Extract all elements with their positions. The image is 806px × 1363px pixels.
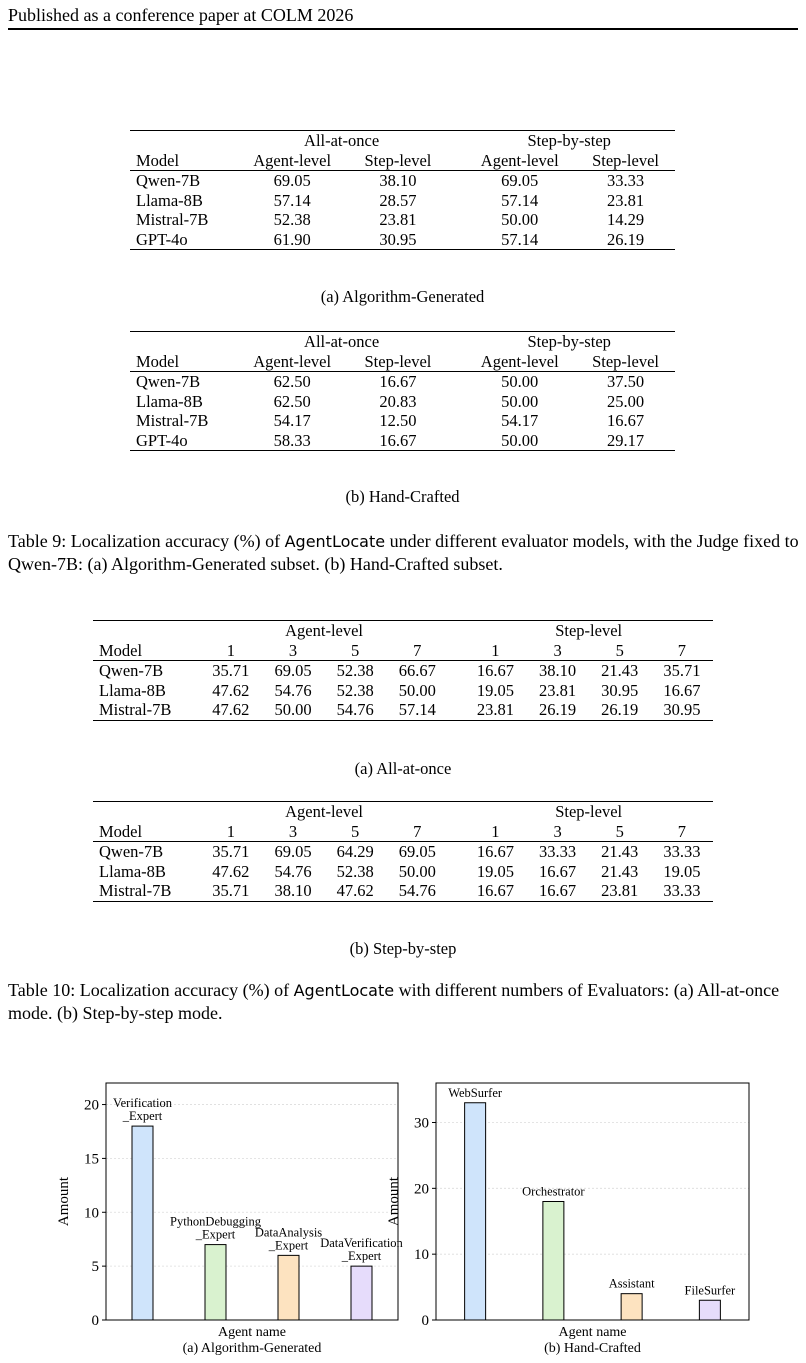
value-cell: 26.19 bbox=[576, 230, 675, 250]
value-cell: 20.83 bbox=[379, 391, 417, 411]
bar-label: FileSurfer bbox=[684, 1283, 736, 1298]
subtable-caption: (a) Algorithm-Generated bbox=[320, 287, 485, 306]
value-cell: 35.71 bbox=[651, 661, 713, 681]
y-tick-label: 10 bbox=[84, 1205, 99, 1222]
bar-label: Orchestrator bbox=[522, 1184, 585, 1199]
column-header: 5 bbox=[324, 641, 386, 661]
column-header: Agent-level bbox=[236, 151, 349, 171]
bar bbox=[351, 1266, 372, 1320]
value-cell: 16.67 bbox=[464, 661, 526, 681]
table-row bbox=[93, 681, 713, 701]
value-cell: 19.05 bbox=[476, 861, 514, 881]
value-cell: 57.14 bbox=[501, 190, 539, 210]
value-cell: 21.43 bbox=[589, 842, 651, 862]
column-header: 1 bbox=[464, 822, 526, 842]
value-cell: 35.71 bbox=[200, 661, 262, 681]
value-cell: 50.00 bbox=[398, 680, 436, 700]
model-name-cell: Llama-8B bbox=[136, 190, 203, 210]
value-cell: 54.17 bbox=[273, 411, 311, 430]
model-name-cell: Qwen-7B bbox=[93, 842, 200, 862]
bar bbox=[465, 1103, 486, 1320]
model-name-cell: Qwen-7B bbox=[93, 661, 200, 681]
value-cell: 23.81 bbox=[606, 190, 645, 210]
bar-label: Assistant bbox=[608, 1276, 655, 1291]
model-name-cell: Mistral-7B bbox=[136, 411, 209, 430]
subtable-caption: (a) All-at-once bbox=[354, 759, 452, 778]
y-axis-label: Amount bbox=[386, 1176, 402, 1227]
table10-caption: Table 10: Localization accuracy (%) of AgentLocate with different numbers of Evaluators: (a) All-at-once mode. (b) Step-by-step mode. bbox=[8, 980, 780, 1023]
value-cell: 69.05 bbox=[236, 171, 349, 191]
value-cell: 16.67 bbox=[606, 411, 645, 430]
value-cell: 50.00 bbox=[501, 210, 539, 229]
value-cell: 16.67 bbox=[464, 842, 526, 862]
value-cell: 23.81 bbox=[589, 881, 651, 901]
bar-chart-algorithm-generated bbox=[40, 1075, 410, 1360]
y-tick-label: 20 bbox=[414, 1181, 429, 1198]
value-cell: 38.10 bbox=[527, 661, 589, 681]
table-row bbox=[130, 431, 675, 451]
value-cell: 38.10 bbox=[348, 171, 447, 191]
y-tick-label: 0 bbox=[91, 1313, 99, 1329]
value-cell: 52.38 bbox=[273, 210, 311, 229]
bar bbox=[205, 1245, 226, 1320]
bar-chart-hand-crafted bbox=[386, 1075, 760, 1360]
value-cell: 30.95 bbox=[651, 700, 713, 720]
column-header: Agent-level bbox=[463, 151, 576, 171]
value-cell: 52.38 bbox=[336, 861, 374, 881]
column-header: 3 bbox=[262, 822, 324, 842]
column-header: 5 bbox=[324, 822, 386, 842]
group-header: All-at-once bbox=[304, 332, 380, 351]
value-cell: 35.71 bbox=[200, 881, 262, 901]
value-cell: 50.00 bbox=[463, 431, 576, 451]
value-cell: 54.76 bbox=[274, 861, 312, 881]
group-header: Step-level bbox=[555, 621, 623, 640]
value-cell: 52.38 bbox=[324, 661, 386, 681]
value-cell: 19.05 bbox=[663, 861, 701, 881]
bar-label: DataAnalysis _Expert bbox=[254, 1225, 323, 1253]
value-cell: 66.67 bbox=[386, 661, 448, 681]
value-cell: 52.38 bbox=[336, 680, 374, 700]
value-cell: 12.50 bbox=[379, 411, 417, 430]
column-header: Model bbox=[136, 150, 180, 170]
table-row bbox=[93, 842, 713, 862]
table-row bbox=[130, 372, 675, 392]
table-row bbox=[93, 881, 713, 901]
value-cell: 69.05 bbox=[463, 171, 576, 191]
value-cell: 64.29 bbox=[324, 842, 386, 862]
group-header: All-at-once bbox=[304, 131, 380, 150]
column-header: Agent-level bbox=[236, 352, 349, 372]
value-cell: 16.67 bbox=[663, 680, 701, 700]
value-cell: 37.50 bbox=[576, 372, 675, 392]
bar-label: DataVerification _Expert bbox=[320, 1236, 403, 1264]
value-cell: 38.10 bbox=[262, 881, 324, 901]
column-header: 7 bbox=[386, 822, 448, 842]
value-cell: 16.67 bbox=[527, 881, 589, 901]
value-cell: 62.50 bbox=[236, 372, 349, 392]
model-name-cell: GPT-4o bbox=[130, 230, 236, 250]
group-header: Agent-level bbox=[285, 621, 364, 640]
value-cell: 30.95 bbox=[601, 680, 639, 700]
figure-caption: (b) Hand-Crafted bbox=[544, 1341, 641, 1356]
group-header: Step-level bbox=[555, 802, 623, 821]
column-header: 5 bbox=[589, 822, 651, 842]
value-cell: 50.00 bbox=[501, 391, 539, 411]
value-cell: 16.67 bbox=[348, 431, 447, 451]
value-cell: 28.57 bbox=[379, 190, 417, 210]
subtable-caption: (b) Step-by-step bbox=[349, 939, 457, 958]
model-name-cell: GPT-4o bbox=[130, 431, 236, 451]
value-cell: 33.33 bbox=[651, 842, 713, 862]
table9b bbox=[130, 331, 675, 451]
value-cell: 33.33 bbox=[651, 881, 713, 901]
column-header: Agent-level bbox=[463, 352, 576, 372]
value-cell: 69.05 bbox=[262, 842, 324, 862]
column-header: 7 bbox=[651, 641, 713, 661]
subtable-caption: (b) Hand-Crafted bbox=[345, 487, 460, 506]
value-cell: 57.14 bbox=[386, 700, 448, 720]
table9-caption: Table 9: Localization accuracy (%) of AgentLocate under different evaluator models, with the Judge fixed to Qwen-7B: (a) Algorithm-Generated subset. (b) Hand-Crafted subset. bbox=[8, 531, 799, 574]
group-header: Step-by-step bbox=[527, 332, 611, 351]
model-name-cell: Llama-8B bbox=[99, 861, 166, 881]
column-header: 1 bbox=[200, 641, 262, 661]
y-tick-label: 20 bbox=[84, 1097, 99, 1114]
value-cell: 50.00 bbox=[398, 861, 436, 881]
bar bbox=[278, 1255, 299, 1320]
table-row bbox=[130, 191, 675, 211]
column-header: 3 bbox=[527, 641, 589, 661]
value-cell: 19.05 bbox=[476, 680, 514, 700]
group-header: Agent-level bbox=[285, 802, 364, 821]
value-cell: 26.19 bbox=[589, 700, 651, 720]
column-header: Model bbox=[136, 351, 180, 371]
value-cell: 21.43 bbox=[589, 661, 651, 681]
table-row bbox=[93, 862, 713, 882]
bar-label: WebSurfer bbox=[448, 1085, 503, 1100]
value-cell: 69.05 bbox=[386, 842, 448, 862]
value-cell: 54.76 bbox=[274, 680, 312, 700]
column-header: 5 bbox=[589, 641, 651, 661]
table-row bbox=[93, 661, 713, 681]
y-tick-label: 0 bbox=[421, 1313, 429, 1329]
value-cell: 16.67 bbox=[539, 861, 577, 881]
value-cell: 50.00 bbox=[262, 700, 324, 720]
table-row bbox=[130, 392, 675, 412]
value-cell: 47.62 bbox=[212, 861, 250, 881]
column-header: 1 bbox=[464, 641, 526, 661]
x-axis-label: Agent name bbox=[217, 1325, 287, 1340]
bar-label: PythonDebugging _Expert bbox=[170, 1214, 261, 1242]
model-name-cell: Qwen-7B bbox=[130, 372, 236, 392]
value-cell: 23.81 bbox=[379, 210, 417, 229]
y-tick-label: 5 bbox=[91, 1259, 99, 1276]
running-header: Published as a conference paper at COLM 2026 bbox=[8, 5, 354, 25]
model-name-cell: Mistral-7B bbox=[93, 881, 200, 901]
y-axis-label: Amount bbox=[56, 1176, 72, 1227]
value-cell: 30.95 bbox=[348, 230, 447, 250]
x-axis-label: Agent name bbox=[558, 1325, 627, 1340]
table10a bbox=[93, 620, 713, 721]
value-cell: 35.71 bbox=[200, 842, 262, 862]
value-cell: 50.00 bbox=[463, 372, 576, 392]
bar bbox=[132, 1126, 153, 1320]
value-cell: 58.33 bbox=[236, 431, 349, 451]
table-row bbox=[130, 230, 675, 250]
column-header: 3 bbox=[527, 822, 589, 842]
value-cell: 69.05 bbox=[262, 661, 324, 681]
column-header: Step-level bbox=[348, 352, 447, 372]
value-cell: 47.62 bbox=[212, 680, 250, 700]
y-tick-label: 30 bbox=[414, 1115, 429, 1132]
bar bbox=[543, 1202, 564, 1321]
value-cell: 33.33 bbox=[576, 171, 675, 191]
group-header: Step-by-step bbox=[527, 131, 611, 150]
y-tick-label: 15 bbox=[84, 1151, 99, 1168]
y-tick-label: 10 bbox=[414, 1247, 429, 1264]
value-cell: 14.29 bbox=[606, 210, 645, 229]
bar-label: Verification _Expert bbox=[112, 1096, 173, 1124]
value-cell: 26.19 bbox=[527, 700, 589, 720]
value-cell: 54.76 bbox=[386, 881, 448, 901]
value-cell: 57.14 bbox=[463, 230, 576, 250]
table-row bbox=[93, 700, 713, 720]
column-header: Step-level bbox=[348, 151, 447, 171]
table-row bbox=[130, 171, 675, 191]
value-cell: 61.90 bbox=[236, 230, 349, 250]
value-cell: 16.67 bbox=[348, 372, 447, 392]
table-row bbox=[130, 210, 675, 230]
column-header: Model bbox=[99, 640, 143, 660]
model-name-cell: Llama-8B bbox=[136, 391, 203, 411]
value-cell: 47.62 bbox=[324, 881, 386, 901]
header-rule bbox=[8, 28, 798, 30]
column-header: Step-level bbox=[576, 151, 675, 171]
table-row bbox=[130, 411, 675, 431]
value-cell: 29.17 bbox=[576, 431, 675, 451]
column-header: 7 bbox=[651, 822, 713, 842]
value-cell: 57.14 bbox=[273, 190, 311, 210]
value-cell: 25.00 bbox=[606, 391, 645, 411]
table9a bbox=[130, 130, 675, 250]
model-name-cell: Mistral-7B bbox=[93, 700, 200, 720]
model-name-cell: Llama-8B bbox=[99, 680, 166, 700]
value-cell: 62.50 bbox=[273, 391, 311, 411]
value-cell: 54.17 bbox=[501, 411, 539, 430]
column-header: 7 bbox=[386, 641, 448, 661]
model-name-cell: Qwen-7B bbox=[130, 171, 236, 191]
column-header: Step-level bbox=[576, 352, 675, 372]
column-header: 1 bbox=[200, 822, 262, 842]
table10b bbox=[93, 801, 713, 902]
bar bbox=[621, 1294, 642, 1320]
column-header: Model bbox=[99, 821, 143, 841]
bar bbox=[699, 1300, 720, 1320]
value-cell: 16.67 bbox=[464, 881, 526, 901]
value-cell: 54.76 bbox=[324, 700, 386, 720]
value-cell: 23.81 bbox=[539, 680, 577, 700]
value-cell: 47.62 bbox=[200, 700, 262, 720]
figure-caption: (a) Algorithm-Generated bbox=[182, 1341, 322, 1356]
model-name-cell: Mistral-7B bbox=[136, 210, 209, 229]
column-header: 3 bbox=[262, 641, 324, 661]
value-cell: 23.81 bbox=[464, 700, 526, 720]
value-cell: 21.43 bbox=[601, 861, 639, 881]
value-cell: 33.33 bbox=[527, 842, 589, 862]
